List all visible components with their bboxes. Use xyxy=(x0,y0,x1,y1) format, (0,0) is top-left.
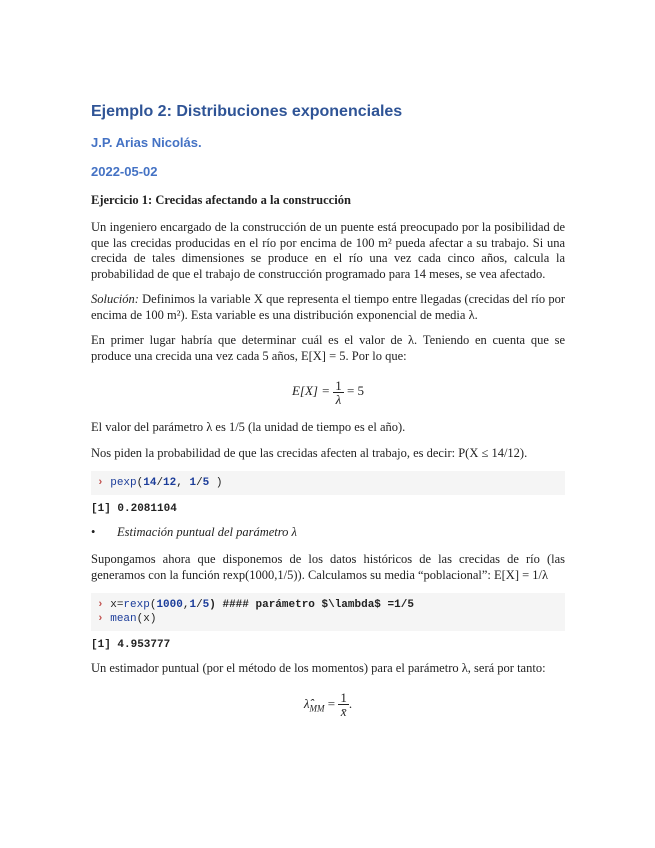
code-token: ( xyxy=(136,477,144,489)
code-block-rexp xyxy=(91,593,565,631)
code-number: 1 xyxy=(189,599,197,611)
code-token: x= xyxy=(110,599,124,611)
code-block-pexp xyxy=(91,471,565,495)
historical-data-paragraph: Supongamos ahora que disponemos de los datos históricos de las crecidas de río (las generamos con la función rexp(1000,1/5)). Calculamos su media “poblacional”: E[X] = 1/λ xyxy=(91,552,565,582)
equation-period: . xyxy=(348,695,353,711)
code-token: ) xyxy=(209,477,223,489)
code-number: 14 xyxy=(143,477,157,489)
estimator-subscript: MM xyxy=(309,703,325,714)
code-token: / xyxy=(156,477,164,489)
prompt-icon: › xyxy=(97,599,104,611)
equation-estimator xyxy=(91,687,565,721)
solution-text: Definimos la variable X que representa el tiempo entre llegadas (crecidas del río por encima de 100 m²). Esta variable es una distribución exponencial de media λ. xyxy=(91,292,565,322)
document-author: J.P. Arias Nicolás. xyxy=(91,135,202,150)
prompt-icon: › xyxy=(97,613,104,625)
lambda-paragraph: En primer lugar habría que determinar cuál es el valor de λ. Teniendo en cuenta que se produce una crecida una vez cada 5 años, E[X] = 5. Por lo que: xyxy=(91,333,565,363)
code-token: (x) xyxy=(136,613,157,625)
code-function: rexp xyxy=(123,599,150,611)
document-page xyxy=(91,95,565,733)
equation-right: = 5 xyxy=(343,383,365,398)
code-output-mean: [1] 4.953777 xyxy=(91,639,171,651)
document-title: Ejemplo 2: Distribuciones exponenciales xyxy=(91,103,403,120)
estimator-paragraph: Un estimador puntual (por el método de los momentos) para el parámetro λ, será por tanto: xyxy=(91,661,546,675)
equation-expectation xyxy=(91,374,565,408)
solution-paragraph xyxy=(91,292,565,323)
estimator-symbol: λ̂ xyxy=(303,695,310,711)
code-token: , xyxy=(176,477,190,489)
problem-paragraph: Un ingeniero encargado de la construcción de un puente está preocupado por la posibilidad de que las crecidas producidas en el río por encima de 100 m² pueda afectar a su trabajo. Si una crecida de tales dimensiones se produce en el río una vez cada cinco años, calcula la probabilidad de que el trabajo de construcción programado para 14 meses, se vea afectado. xyxy=(91,220,565,281)
bullet-item-estimation: • Estimación puntual del parámetro λ xyxy=(91,525,565,540)
code-token: / xyxy=(196,599,203,611)
estimator-fraction xyxy=(338,691,349,718)
code-number: 1000 xyxy=(156,599,183,611)
solution-label: Solución: xyxy=(91,292,139,306)
fraction-denominator: x̄ xyxy=(340,704,347,720)
code-token: / xyxy=(196,477,203,489)
equation-equals: = xyxy=(324,695,339,711)
code-output-pexp: [1] 0.2081104 xyxy=(91,503,177,515)
code-function: mean xyxy=(110,613,137,625)
parameter-paragraph: El valor del parámetro λ es 1/5 (la unidad de tiempo es el año). xyxy=(91,420,406,434)
fraction-numerator: 1 xyxy=(335,377,342,393)
code-token: , xyxy=(182,599,190,611)
document-date: 2022-05-02 xyxy=(91,164,158,179)
fraction-numerator: 1 xyxy=(340,690,347,706)
code-function: pexp xyxy=(110,477,137,489)
code-comment: ) #### parámetro $\lambda$ =1/5 xyxy=(209,599,414,611)
probability-paragraph: Nos piden la probabilidad de que las crecidas afecten al trabajo, es decir: P(X ≤ 14/12). xyxy=(91,445,528,460)
fraction-denominator: λ xyxy=(335,391,342,407)
exercise-heading: Ejercicio 1: Crecidas afectando a la construcción xyxy=(91,193,351,207)
equation-left: E[X] = xyxy=(291,383,334,398)
equation-fraction xyxy=(333,379,344,406)
code-number: 5 xyxy=(202,599,210,611)
code-number: 1 xyxy=(189,477,197,489)
code-number: 12 xyxy=(163,477,177,489)
code-number: 5 xyxy=(202,477,210,489)
code-token: ( xyxy=(149,599,157,611)
prompt-icon: › xyxy=(97,477,104,489)
